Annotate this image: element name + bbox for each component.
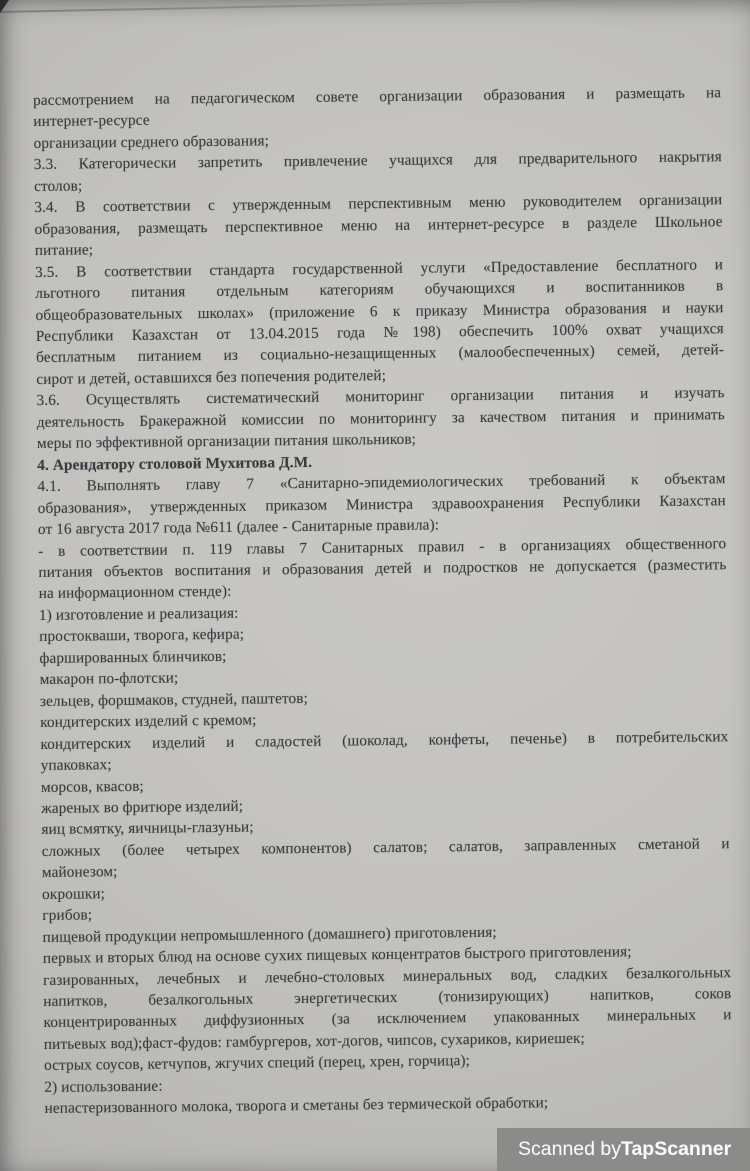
- document-line: упаковках;: [40, 756, 112, 775]
- document-line: 3.6. Осуществлять систематический мониторинг организации питания и изучать: [36, 384, 725, 410]
- document-line: первых и вторых блюд на основе сухих пищевых концентратов быстрого приготовления;: [42, 943, 632, 968]
- document-line: напитков, безалкогольных энергетических (тонизирующих) напитков, соков: [43, 985, 732, 1010]
- document-line: 4. Арендатору столовой Мухитова Д.М.: [37, 453, 313, 474]
- document-line: - в соответствии п. 119 главы 7 Санитарных правил - в организациях общественного: [38, 534, 727, 560]
- document-line: столов;: [33, 177, 83, 195]
- document-line: кондитерских изделий и сладостей (шоколад, конфеты, печенье) в потребительских: [40, 727, 729, 753]
- document-line: рассмотрением на педагогическом совете организации образования и размещать на: [33, 84, 722, 109]
- document-line: яиц всмятку, яичницы-глазуньи;: [41, 818, 254, 839]
- document-line: 3.3. Категорически запретить привлечение учащихся для предварительного накрытия: [33, 148, 722, 174]
- document-line: Республики Казахстан от 13.04.2015 года №198) обеспечить 100% охват учащихся: [35, 320, 724, 345]
- document-line: окрошки;: [42, 885, 106, 903]
- document-line: 1) изготовление и реализация:: [38, 604, 239, 624]
- watermark-prefix: Scanned by: [518, 1138, 621, 1160]
- document-line: питания объектов воспитания и образования детей и подростков не допускается (разместить: [38, 556, 727, 581]
- document-line: майонезом;: [41, 863, 118, 882]
- watermark-brand: TapScanner: [621, 1138, 732, 1160]
- document-line: бесплатным питанием из социально-незащищенных (малообеспеченных) семей, детей-: [35, 341, 725, 367]
- document-line: от 16 августа 2017 года №611 (далее - Санитарные правила):: [37, 516, 440, 539]
- document-line: пищевой продукции непромышленного (домашнего) приготовления;: [42, 923, 497, 946]
- document-line: простокваши, творога, кефира;: [39, 625, 245, 646]
- document-line: грибов;: [42, 906, 93, 925]
- document-line: зельцев, форшмаков, студней, паштетов;: [39, 689, 309, 710]
- document-line: интернет-ресурсе: [33, 112, 150, 131]
- scan-corner-mark: [0, 0, 9, 13]
- tapscanner-watermark: [497, 1128, 750, 1171]
- document-line: 4.1. Выполнять главу 7 «Санитарно-эпидемиологических требований к объектам: [37, 470, 726, 496]
- document-line: организации среднего образования;: [33, 132, 270, 152]
- document-line: меры по эффективной организации питания школьников;: [36, 430, 417, 453]
- document-line: кондитерских изделий с кремом;: [40, 711, 257, 732]
- document-line: образования», утвержденных приказом Министра здравоохранения Республики Казахстан: [37, 491, 726, 517]
- document-line: концентрированных диффузионных (за исключением упакованных минеральных и: [43, 1006, 732, 1032]
- document-line: сложных (более четырех компонентов) салатов; салатов, заправленных сметаной и: [41, 835, 730, 860]
- document-line: питьевых вод);фаст-фудов: гамбургеров, хот-догов, чипсов, сухариков, кириешек;: [43, 1029, 585, 1053]
- document-line: общеобразовательных школах» (приложение 6 к приказу Министра образования и науки: [35, 298, 724, 324]
- document-line: деятельность Бракеражной комиссии по мониторингу за качеством питания и принимать: [36, 405, 725, 431]
- document-line: морсов, квасов;: [40, 777, 144, 796]
- document-line: сирот и детей, оставшихся без попечения родителей;: [36, 366, 387, 388]
- document-line: фаршированных блинчиков;: [39, 647, 227, 667]
- document-line: на информационном стенде):: [38, 583, 232, 603]
- document-line: жареных во фритюре изделий;: [41, 797, 244, 817]
- document-line: непастеризованного молока, творога и сметаны без термической обработки;: [44, 1094, 549, 1118]
- document-line: питание;: [34, 241, 94, 260]
- document-line: 2) использование:: [44, 1077, 163, 1096]
- document-line: макарон по-флотски;: [39, 669, 179, 689]
- document-line: 3.4. В соответствии с утвержденным перспективным меню руководителем организации: [34, 191, 723, 217]
- document-text-block: [33, 82, 733, 1119]
- document-line: образования, размещать перспективное меню на интернет-ресурсе в разделе Школьное: [34, 212, 723, 238]
- document-line: 3.5. В соответствии стандарта государственной услуги «Предоставление бесплатного и: [34, 255, 724, 281]
- document-line: газированных, лечебных и лечебно-столовых минеральных вод, сладких безалкогольных: [43, 963, 732, 989]
- document-line: острых соусов, кетчупов, жгучих специй (перец, хрен, горчица);: [43, 1052, 471, 1075]
- document-line: льготного питания отдельным категориям обучающихся и воспитанников в: [35, 277, 724, 303]
- paper-edge-line: [0, 0, 578, 13]
